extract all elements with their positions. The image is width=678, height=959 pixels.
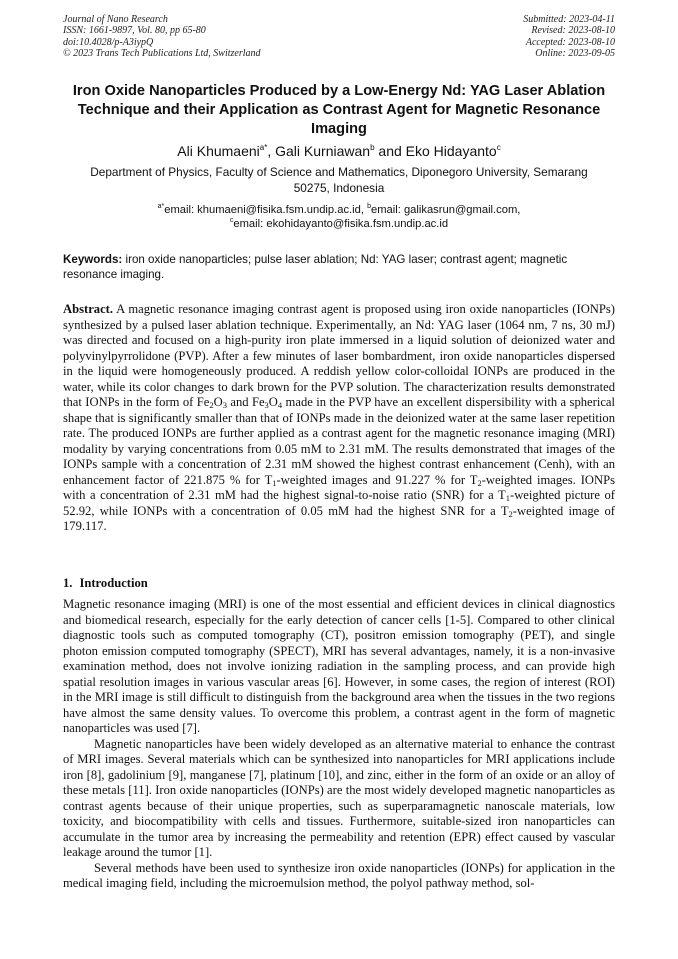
abstract-text: -weighted picture of 52.92, while IONPs with a concentration of 0.05 mM had the highest SNR for a T <box>63 488 616 518</box>
affiliation: Department of Physics, Faculty of Science and Mathematics, Diponegoro University, Semarang 50275, Indonesia <box>90 165 588 195</box>
section-title: Introduction <box>79 576 148 590</box>
date-online: Online: 2023-09-05 <box>535 48 615 60</box>
email-superscript: b <box>367 203 371 210</box>
abstract-text: -weighted images. IONPs with a concentration of 2.31 mM had the highest signal-to-noise ratio (SNR) for a T <box>63 472 615 502</box>
author-superscript: c <box>496 143 501 152</box>
abstract <box>63 302 615 535</box>
subscript: 1 <box>272 477 277 488</box>
author-superscript: b <box>370 143 375 152</box>
journal-doi[interactable]: doi:10.4028/p-A3iypQ <box>63 36 154 48</box>
subscript: 3 <box>264 400 269 410</box>
subscript: 4 <box>277 400 283 410</box>
keywords-label: Keywords: <box>63 253 123 266</box>
author-name: Gali Kurniawan <box>275 143 371 159</box>
author-list <box>60 142 618 160</box>
email-address[interactable]: email: ekohidayanto@fisika.fsm.undip.ac.id <box>233 217 449 230</box>
journal-name: Journal of Nano Research <box>63 14 168 25</box>
email-superscript: c <box>229 216 234 224</box>
paper-title: Iron Oxide Nanoparticles Produced by a Low-Energy Nd: YAG Laser Ablation Technique and their Application as Contrast Agent for Magnetic Resonance Imaging <box>72 83 606 137</box>
abstract-text: O <box>213 395 223 409</box>
journal-issn: ISSN: 1661-9897, Vol. 80, pp 65-80 <box>63 25 206 37</box>
paragraph: Several methods have been used to synthesize iron oxide nanoparticles (IONPs) for application in the medical imaging field, including the microemulsion method, the polyol pathway method, sol- <box>63 860 615 890</box>
journal-copyright: © 2023 Trans Tech Publications Ltd, Switzerland <box>63 48 261 60</box>
section-number: 1. <box>63 576 73 590</box>
introduction-body <box>63 597 615 892</box>
keywords <box>63 252 615 282</box>
abstract-text: O <box>268 395 278 409</box>
email-address[interactable]: email: galikasrun@gmail.com, <box>371 204 521 216</box>
author-superscript: a* <box>259 143 268 152</box>
paragraph: Magnetic nanoparticles have been widely developed as an alternative material to enhance the contrast of MRI images. Several materials which can be synthesized into nanoparticles for MRI applications include iron [8], gadolinium [9], manganese [7], platinum [10], and zinc, either in the form of an oxide or an alloy of these metals [11]. Iron oxide nanoparticles (IONPs) are the most widely developed magnetic nanoparticles as contrast agents because of their unique properties, such as superparamagnetic nanoscale materials, low toxicity, and biocompatibility with cells and tissues. Furthermore, suitable-sized iron nanoparticles can accumulate in the tumor area by increasing the permeability and retention (EPR) effect caused by vascular leakage around the tumor [1]. <box>63 736 615 859</box>
abstract-text: -weighted images and 91.227 % for T <box>276 472 478 487</box>
author-name: Eko Hidayanto <box>405 143 497 159</box>
author-separator: and <box>374 143 406 159</box>
date-revised: Revised: 2023-08-10 <box>531 25 615 37</box>
paragraph: Magnetic resonance imaging (MRI) is one of the most essential and efficient devices in clinical diagnostics and biomedical research, especially for the early detection of cancer cells [1-5]. Compared to other clinical diagnostic tools such as computed tomography (CT), positron emission tomography (PET), and single photon emission computed tomography (SPECT), MRI has several advantages, namely, it is a non-invasive examination method, does not involve ionizing radiation in the sampling process, and can provide high spatial resolution images in various vascular areas [6]. However, in some cases, the region of interest (ROI) in the MRI image is still difficult to distinguish from the background area when the tissues in the two regions have almost the same density values. To overcome this problem, a contrast agent in the form of magnetic nanoparticles was used [7]. <box>63 597 615 735</box>
author-separator: , <box>267 143 276 159</box>
abstract-text: made in the PVP have an excellent dispersibility with a spherical shape that is significantly smaller than that of IONPs made in the deionized water at the same laser repetition rate. The produced IONPs are further applied as a contrast agent for the magnetic resonance imaging (MRI) modality by varying concentrations from 0.05 mM to 2.31 mM. The results demonstrated that images of the IONPs sample with a concentration of 2.31 mM showed the highest contrast enhancement (Cenh), with an enhancement factor of 221.875 % for T <box>63 395 615 487</box>
publication-dates <box>523 14 615 60</box>
date-submitted: Submitted: 2023-04-11 <box>523 14 615 25</box>
subscript: 2 <box>477 477 482 488</box>
email-address[interactable]: email: khumaeni@fisika.fsm.undip.ac.id, <box>164 204 368 216</box>
abstract-text: A magnetic resonance imaging contrast agent is proposed using iron oxide nanoparticles (IONPs) synthesized by a pulsed laser ablation technique. Experimentally, an Nd: YAG laser (1064 nm, 7 ns, 30 mJ) was directed and focused on a high-purity iron plate immersed in a liquid solution of deionized water and polyvinylpyrrolidone (PVP). After a few minutes of laser bombardment, iron oxide nanoparticles dispersed in the liquid were homogeneously produced. A reddish yellow color-colloidal IONPs are produced in the water, while its color changes to dark brown for the PVP solution. The characterization results demonstrated that IONPs in the form of Fe <box>63 302 615 409</box>
date-accepted: Accepted: 2023-08-10 <box>525 36 615 48</box>
subscript: 1 <box>505 493 511 503</box>
keywords-text: iron oxide nanoparticles; pulse laser ablation; Nd: YAG laser; contrast agent; magnetic resonance imaging. <box>63 253 568 281</box>
email-superscript: a* <box>157 203 165 210</box>
author-name: Ali Khumaeni <box>177 143 260 159</box>
abstract-text: and Fe <box>226 395 265 409</box>
subscript: 2 <box>209 400 214 410</box>
author-emails <box>80 204 598 231</box>
subscript: 2 <box>508 508 513 519</box>
section-heading-introduction <box>63 576 148 591</box>
abstract-label: Abstract. <box>63 302 114 316</box>
subscript: 3 <box>222 400 227 410</box>
journal-header <box>63 14 261 60</box>
abstract-text: -weighted image of 179.117. <box>63 503 616 533</box>
